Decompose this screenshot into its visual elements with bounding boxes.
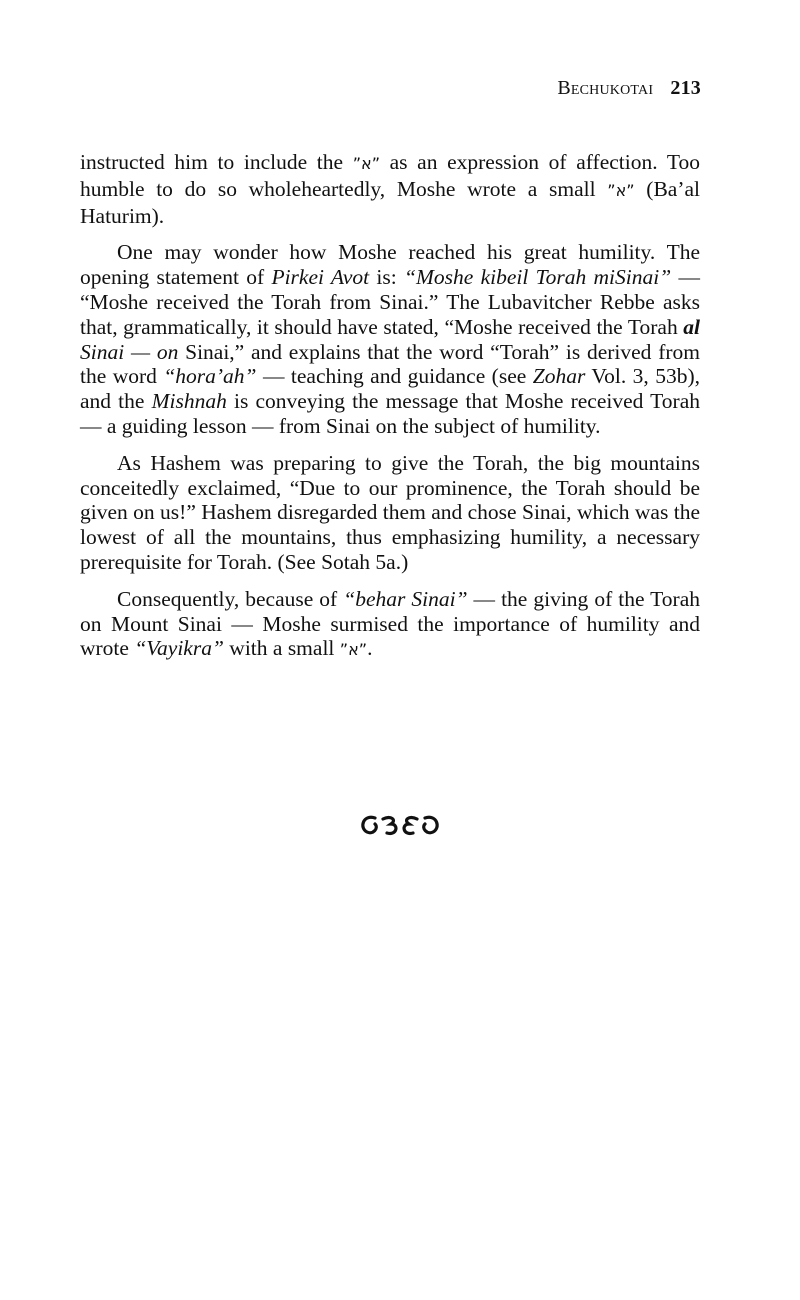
italic-text: Mishnah <box>151 389 227 414</box>
italic-text: “hora’ah” <box>163 364 257 389</box>
hebrew-letter-alef: ”א” <box>352 154 380 173</box>
body-text <box>80 150 700 675</box>
text-run: — “Moshe received the Torah from Sinai.” The Lubavitcher Rebbe asks that, grammatically, it should have stated, “Moshe received the Torah <box>80 265 700 339</box>
italic-text: “behar Sinai” <box>343 586 468 611</box>
text-run: Vol. 3, 53b), and the <box>80 364 700 414</box>
italic-text: Zohar <box>532 364 586 389</box>
italic-text: Pirkei Avot <box>271 265 370 290</box>
page-number: 213 <box>670 77 701 99</box>
text-run: instructed him to include the <box>80 150 353 174</box>
italic-text: “Vayikra” <box>134 636 224 661</box>
paragraph <box>80 240 700 438</box>
bold-italic-text: al <box>683 314 700 339</box>
text-run: As Hashem was preparing to give the Torah, the big mountains conceitedly exclaimed, “Due to our prominence, the Torah should be given on us!” Hashem disregarded them and chose Sinai, which was the lowest of all the mountains, thus emphasizing humility, a necessary prerequisite for Torah. (See Sotah 5a.) <box>80 450 700 574</box>
text-run: — the giving of the Torah on Mount Sinai — Moshe surmised the importance of humility and wrote <box>80 586 700 661</box>
hebrew-letter-alef: ”א” <box>607 180 635 200</box>
section-end-fleuron-icon <box>355 812 445 838</box>
text-run: . <box>367 636 373 661</box>
hebrew-letter-alef: ”א” <box>339 640 368 660</box>
text-run: Consequently, because of <box>117 586 344 611</box>
text-run: (Ba’al Haturim). <box>80 176 701 228</box>
running-title: Bechukotai <box>557 77 654 99</box>
paragraph <box>80 587 700 663</box>
text-run: — teaching and guidance (see <box>256 364 533 389</box>
section-end-ornament <box>0 812 800 843</box>
paragraph <box>80 451 700 575</box>
text-run: Sinai,” and explains that the word “Torah” is derived from the word <box>80 339 700 389</box>
text-run: as an expression of affection. Too humble to do so wholeheartedly, Moshe wrote a small <box>80 150 700 201</box>
text-run: with a small <box>223 636 340 661</box>
running-head <box>557 76 701 100</box>
text-run: is: <box>369 265 405 290</box>
italic-text: Sinai — on <box>80 339 179 364</box>
text-run: is conveying the message that Moshe received Torah — a guiding lesson — from Sinai on the subject of humility. <box>80 389 700 438</box>
paragraph <box>80 150 700 228</box>
text-run: One may wonder how Moshe reached his great humility. The opening statement of <box>80 240 700 290</box>
italic-text: “Moshe kibeil Torah miSinai” <box>404 265 672 290</box>
